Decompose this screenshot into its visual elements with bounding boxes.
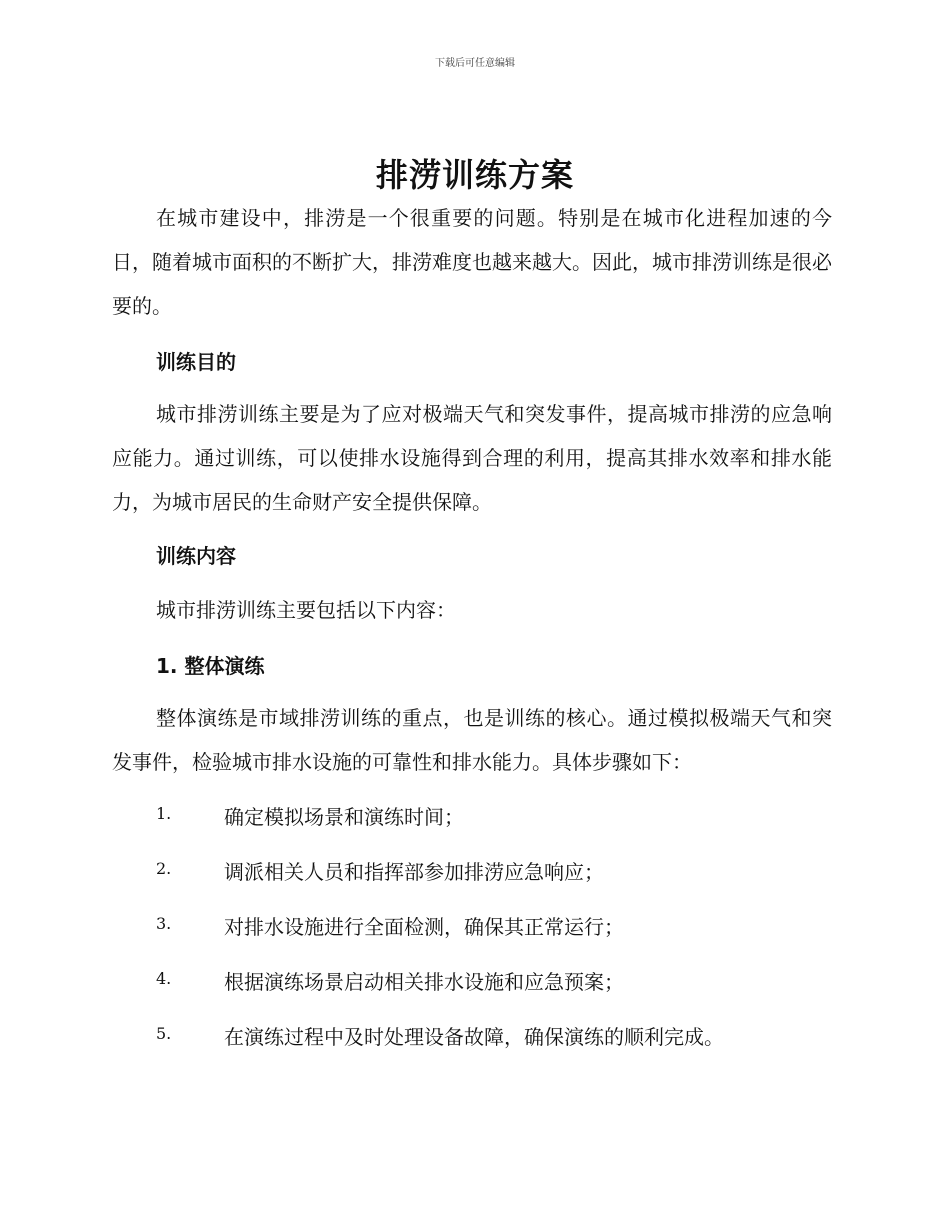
list-text: 确定模拟场景和演练时间； <box>224 805 464 829</box>
purpose-paragraph: 城市排涝训练主要是为了应对极端天气和突发事件，提高城市排涝的应急响应能力。通过训练，可以使排水设施得到合理的利用，提高其排水效率和排水能力，为城市居民的生命财产安全提供保障。 <box>112 402 832 514</box>
list-number: 3. <box>156 914 172 933</box>
overall-drill-paragraph: 整体演练是市域排涝训练的重点，也是训练的核心。通过模拟极端天气和突发事件，检验城市排水设施的可靠性和排水能力。具体步骤如下： <box>112 706 832 774</box>
page-header-note: 下载后可任意编辑 <box>435 58 515 69</box>
document-title: 排涝训练方案 <box>375 156 574 194</box>
list-item <box>156 966 836 994</box>
list-text: 调派相关人员和指挥部参加排涝应急响应； <box>224 860 604 884</box>
list-item <box>156 801 836 829</box>
list-number: 4. <box>156 969 172 988</box>
section-heading-purpose: 训练目的 <box>156 350 236 374</box>
list-text: 根据演练场景启动相关排水设施和应急预案； <box>224 970 624 994</box>
list-item <box>156 1021 836 1049</box>
list-number: 5. <box>156 1024 172 1043</box>
subsection-heading-overall-drill: 1. 整体演练 <box>156 654 265 678</box>
content-lead-paragraph: 城市排涝训练主要包括以下内容： <box>156 598 456 622</box>
list-text: 在演练过程中及时处理设备故障，确保演练的顺利完成。 <box>224 1025 724 1049</box>
list-number: 1. <box>156 804 172 823</box>
list-text: 对排水设施进行全面检测，确保其正常运行； <box>224 915 624 939</box>
section-heading-content: 训练内容 <box>156 544 236 568</box>
intro-paragraph: 在城市建设中，排涝是一个很重要的问题。特别是在城市化进程加速的今日，随着城市面积的不断扩大，排涝难度也越来越大。因此，城市排涝训练是很必要的。 <box>112 206 832 318</box>
list-number: 2. <box>156 859 172 878</box>
list-item <box>156 856 836 884</box>
list-item <box>156 911 836 939</box>
